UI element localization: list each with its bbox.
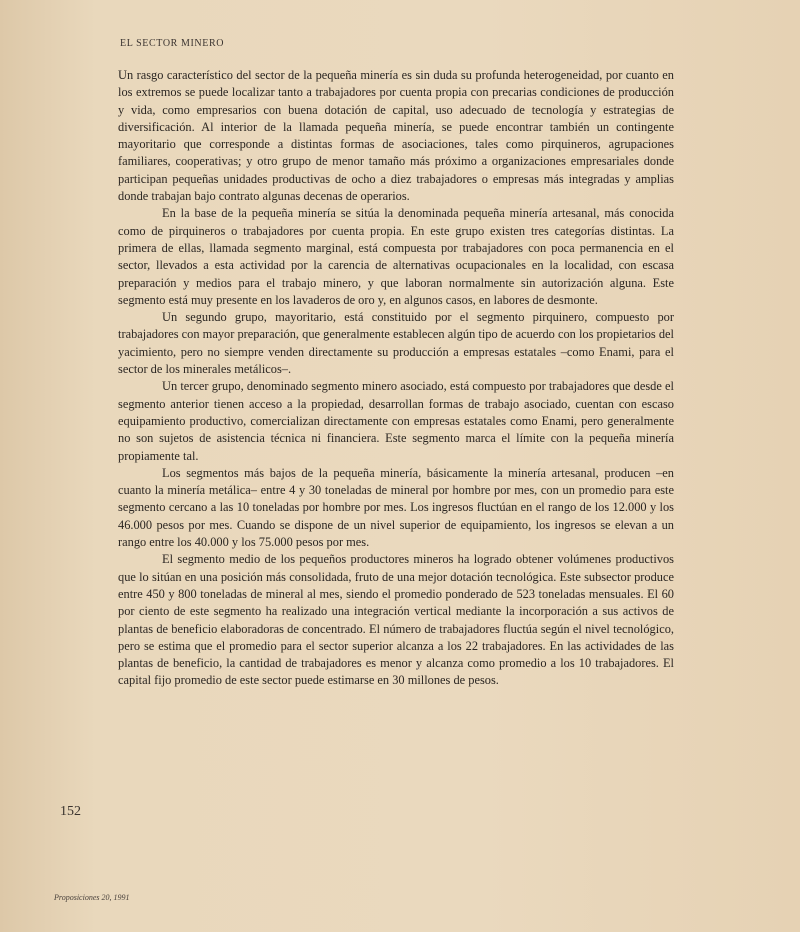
paragraph: Un tercer grupo, denominado segmento minero asociado, está compuesto por trabajadores que desde el segmento anterior tienen acceso a la propiedad, desarrollan formas de trabajo asociado, cuentan con escaso equipamiento productivo, comercializan directamente con empresas estatales como Enami, pero generalmente no son sujetos de asistencia técnica ni financiera. Este segmento marca el límite con la pequeña minería propiamente tal.: [118, 379, 674, 463]
paragraph: Un rasgo característico del sector de la pequeña minería es sin duda su profunda heterogeneidad, por cuanto en los extremos se puede localizar tanto a trabajadores por cuenta propia con precarias condiciones de producción y vida, como empresarios con buena dotación de capital, uso adecuado de tecnología y estrategias de diversificación. Al interior de la llamada pequeña minería, se puede encontrar también un contingente mayoritario que corresponde a distintas formas de asociaciones, tales como pirquineros, agrupaciones familiares, cooperativas; y otro grupo de menor tamaño más próximo a organizaciones empresariales donde participan pequeñas unidades productivas de ocho a diez trabajadores o empresas más integradas y amplias donde trabajan bajo contrato algunas decenas de operarios.: [118, 68, 674, 204]
paragraph: Los segmentos más bajos de la pequeña minería, básicamente la minería artesanal, producen –en cuanto la minería metálica– entre 4 y 30 toneladas de mineral por hombre por mes, con un promedio para este segmento cercano a las 10 toneladas por hombre por mes. Los ingresos fluctúan en el rango de los 12.000 y los 46.000 pesos por mes. Cuando se dispone de un nivel superior de equipamiento, los ingresos se elevan a un rango entre los 40.000 y los 75.000 pesos por mes.: [118, 465, 674, 550]
page-number: 152: [60, 804, 81, 819]
body-text: [118, 67, 674, 690]
paragraph: En la base de la pequeña minería se sitúa la denominada pequeña minería artesanal, más conocida como de pirquineros o trabajadores por cuenta propia. En este grupo existen tres categorías distintas. La primera de ellas, llamada segmento marginal, está compuesta por trabajadores con poca permanencia en el sector, llevados a esta actividad por la carencia de alternativas ocupacionales en la localidad, con escasa preparación y medios para el trabajo minero, y que laboran normalmente sin autorización alguna. Este segmento está muy presente en los lavaderos de oro y, en algunos casos, en labores de desmonte.: [118, 206, 674, 307]
paragraph: Un segundo grupo, mayoritario, está constituido por el segmento pirquinero, compuesto por trabajadores con mayor preparación, que generalmente establecen algún tipo de acuerdo con los propietarios del yacimiento, pero no siempre venden directamente su producción a empresas estatales –como Enami, para el sector de los minerales metálicos–.: [118, 310, 674, 377]
running-head: EL SECTOR MINERO: [120, 38, 225, 49]
footer-citation: Proposiciones 20, 1991: [54, 893, 130, 902]
paragraph: El segmento medio de los pequeños productores mineros ha logrado obtener volúmenes productivos que lo sitúan en una posición más consolidada, fruto de una mejor dotación tecnológica. Este subsector produce entre 450 y 800 toneladas de mineral al mes, siendo el promedio ponderado de 523 toneladas mensuales. El 60 por ciento de este segmento ha realizado una integración vertical mediante la incorporación a sus activos de plantas de beneficio elaboradoras de concentrado. El número de trabajadores fluctúa según el nivel tecnológico, pero se estima que el promedio para el sector superior alcanza a los 22 trabajadores. En las actividades de las plantas de beneficio, la cantidad de trabajadores es menor y alcanza como promedio a los 10 trabajadores. El capital fijo promedio de este sector puede estimarse en 30 millones de pesos.: [118, 552, 674, 688]
